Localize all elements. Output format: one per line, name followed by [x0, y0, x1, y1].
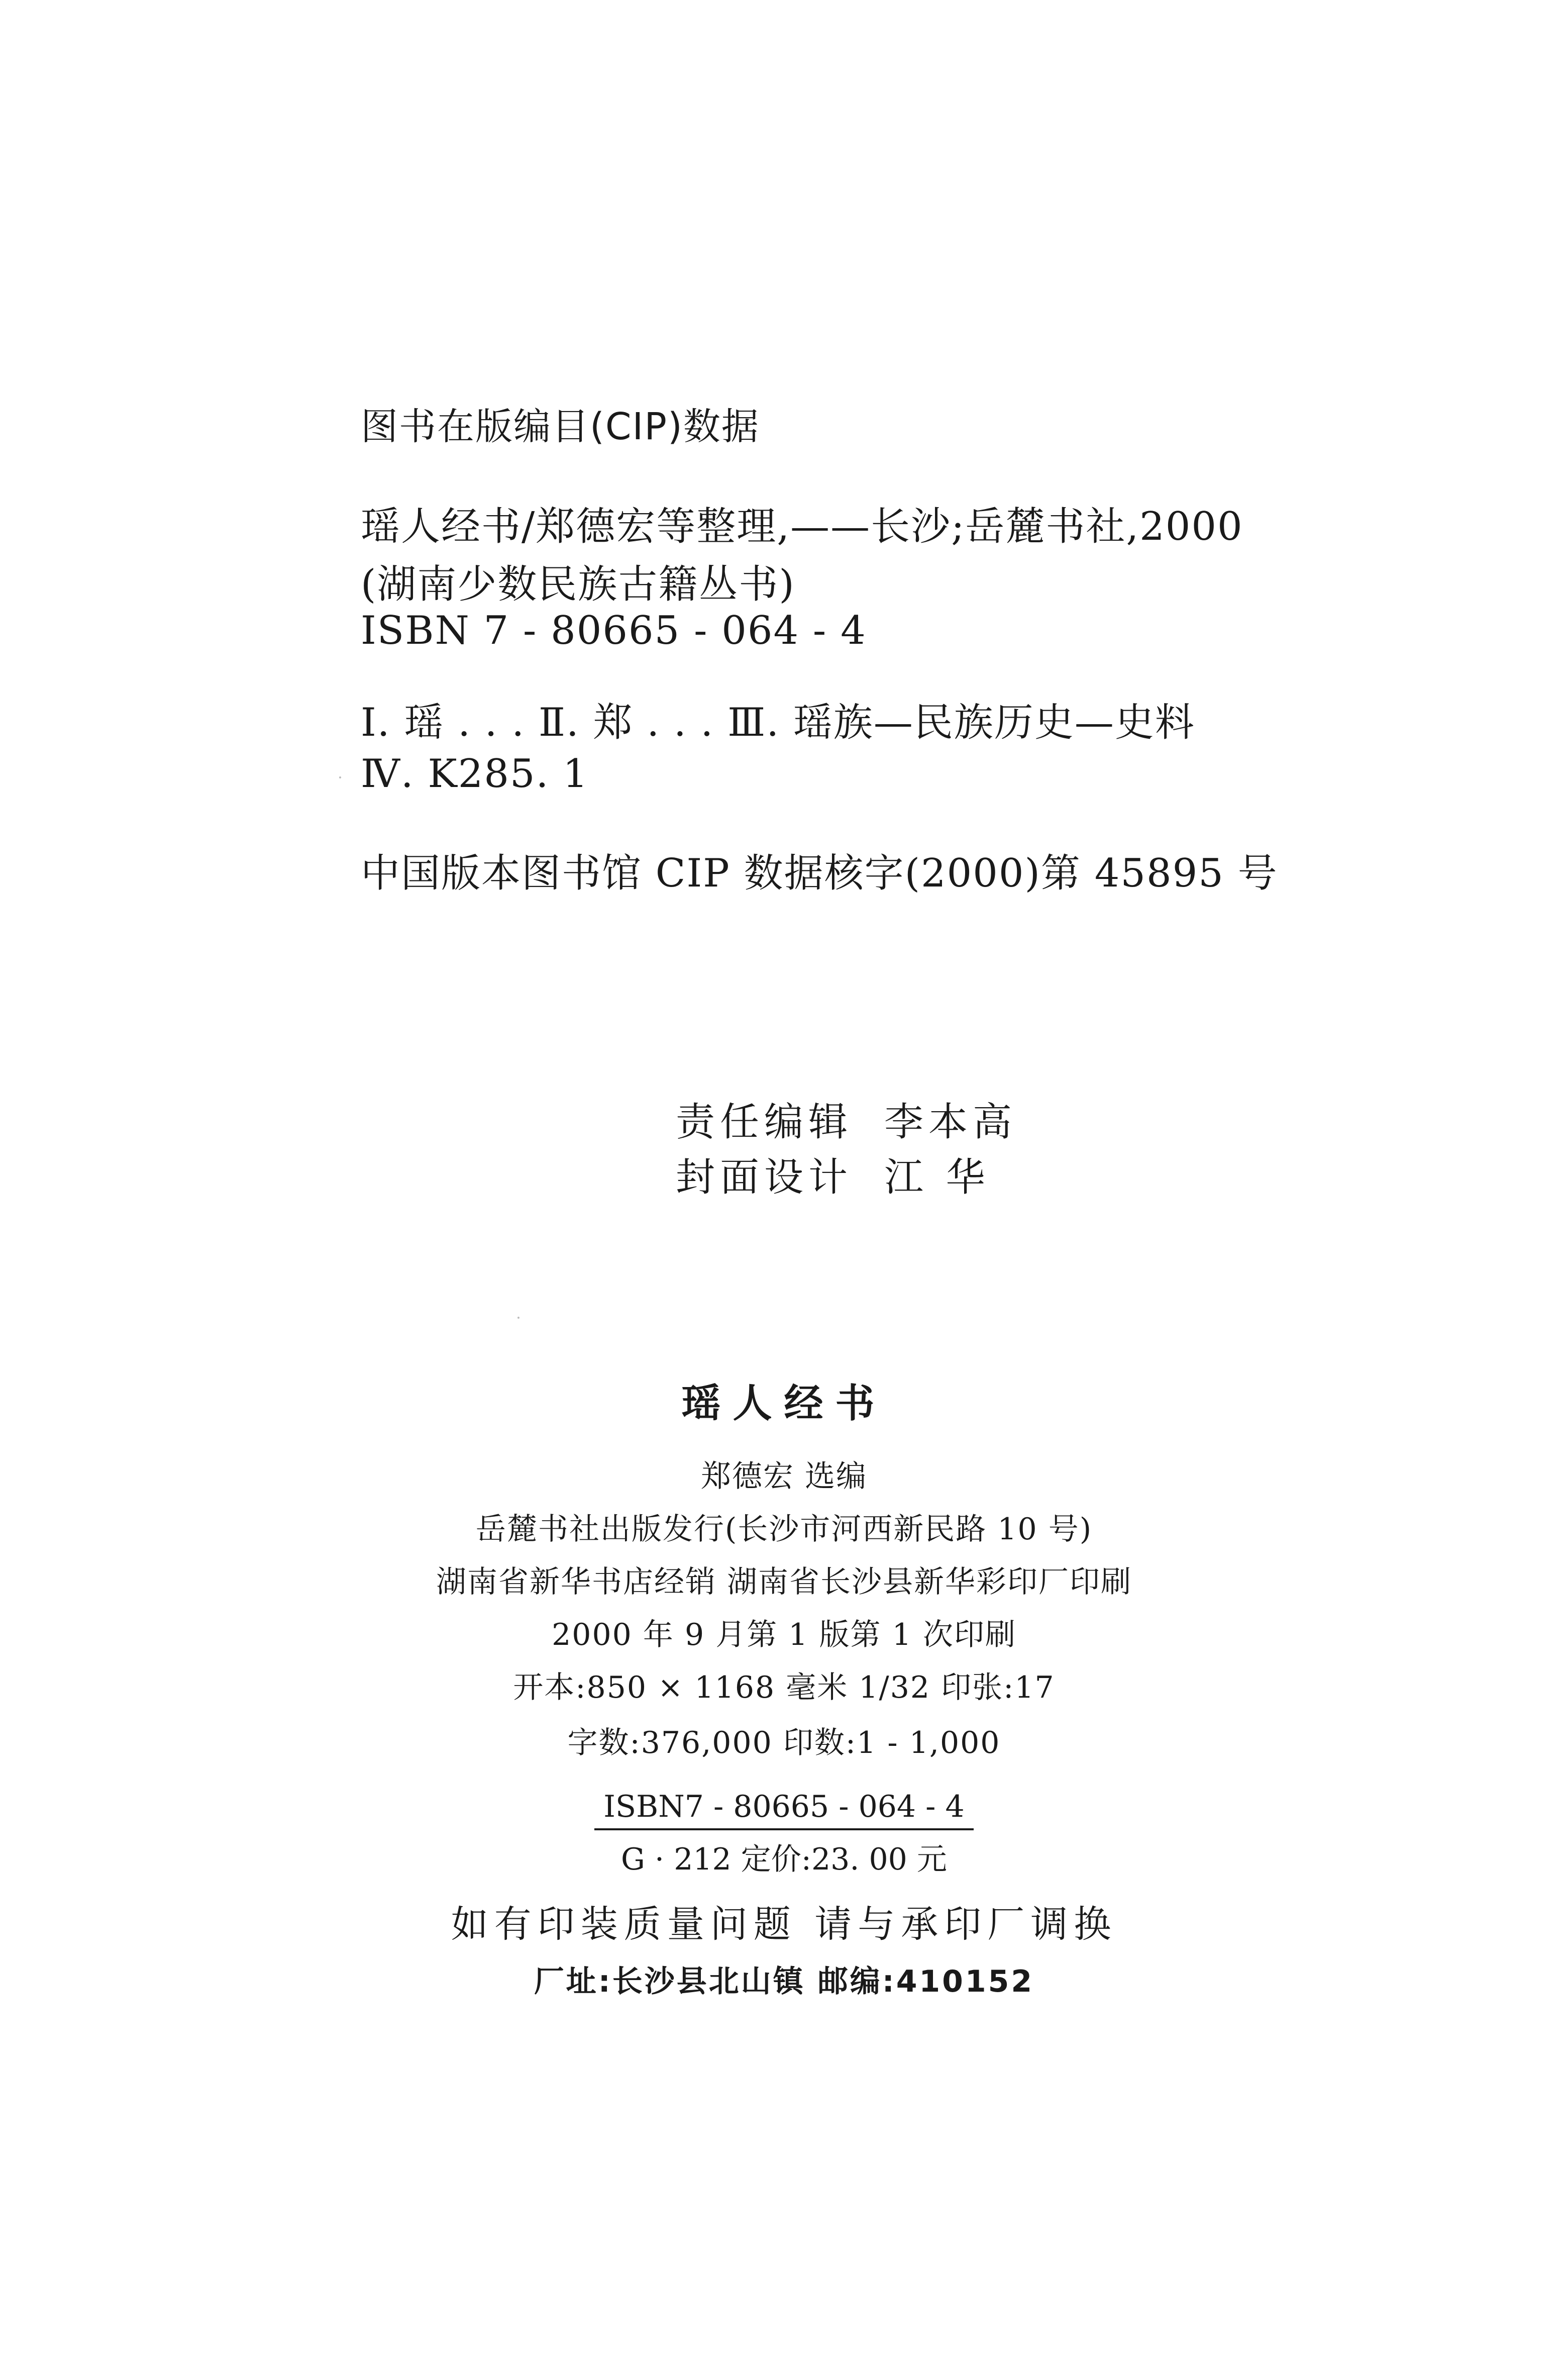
cip-verification-line: 中国版本图书馆 CIP 数据核字(2000)第 45895 号 — [361, 851, 1278, 896]
cip-heading: 图书在版编目(CIP)数据 — [361, 405, 760, 448]
cip-title-line: 瑶人经书/郑德宏等整理,——长沙;岳麓书社,2000 — [361, 504, 1243, 549]
colophon-isbn: ISBN7 - 80665 - 064 - 4 — [594, 1789, 973, 1830]
publisher-line: 岳麓书社出版发行(长沙市河西新民路 10 号) — [475, 1512, 1093, 1547]
cip-classification-line: Ⅳ. K285. 1 — [361, 751, 589, 797]
distribution-line: 湖南省新华书店经销 湖南省长沙县新华彩印厂印刷 — [436, 1564, 1132, 1600]
isbn-price-box — [0, 1789, 1568, 1879]
scan-speck — [339, 776, 341, 778]
format-line: 开本:850 × 1168 毫米 1/32 印张:17 — [513, 1670, 1055, 1705]
factory-address: 厂址:长沙县北山镇 邮编:410152 — [534, 1964, 1034, 1999]
cip-series-line: (湖南少数民族古籍丛书) — [361, 562, 795, 607]
editor-name: 李本高 — [884, 1100, 1017, 1145]
editor-label: 责任编辑 — [676, 1100, 853, 1145]
scan-speck — [517, 1317, 519, 1319]
counts-line: 字数:376,000 印数:1 - 1,000 — [567, 1725, 1001, 1760]
compiler-line: 郑德宏 选编 — [700, 1459, 868, 1494]
cip-isbn-line: ISBN 7 - 80665 - 064 - 4 — [361, 608, 867, 653]
edition-line: 2000 年 9 月第 1 版第 1 次印刷 — [552, 1617, 1016, 1652]
quality-notice: 如有印装质量问题 请与承印厂调换 — [451, 1903, 1117, 1946]
cip-subjects-line: Ⅰ. 瑶 . . . Ⅱ. 郑 . . . Ⅲ. 瑶族—民族历史—史料 — [361, 700, 1195, 745]
cover-designer-name: 江 华 — [884, 1155, 990, 1200]
price-line: G · 212 定价:23. 00 元 — [621, 1842, 947, 1877]
book-title: 瑶人经书 — [681, 1381, 887, 1426]
cover-designer-label: 封面设计 — [676, 1155, 853, 1200]
